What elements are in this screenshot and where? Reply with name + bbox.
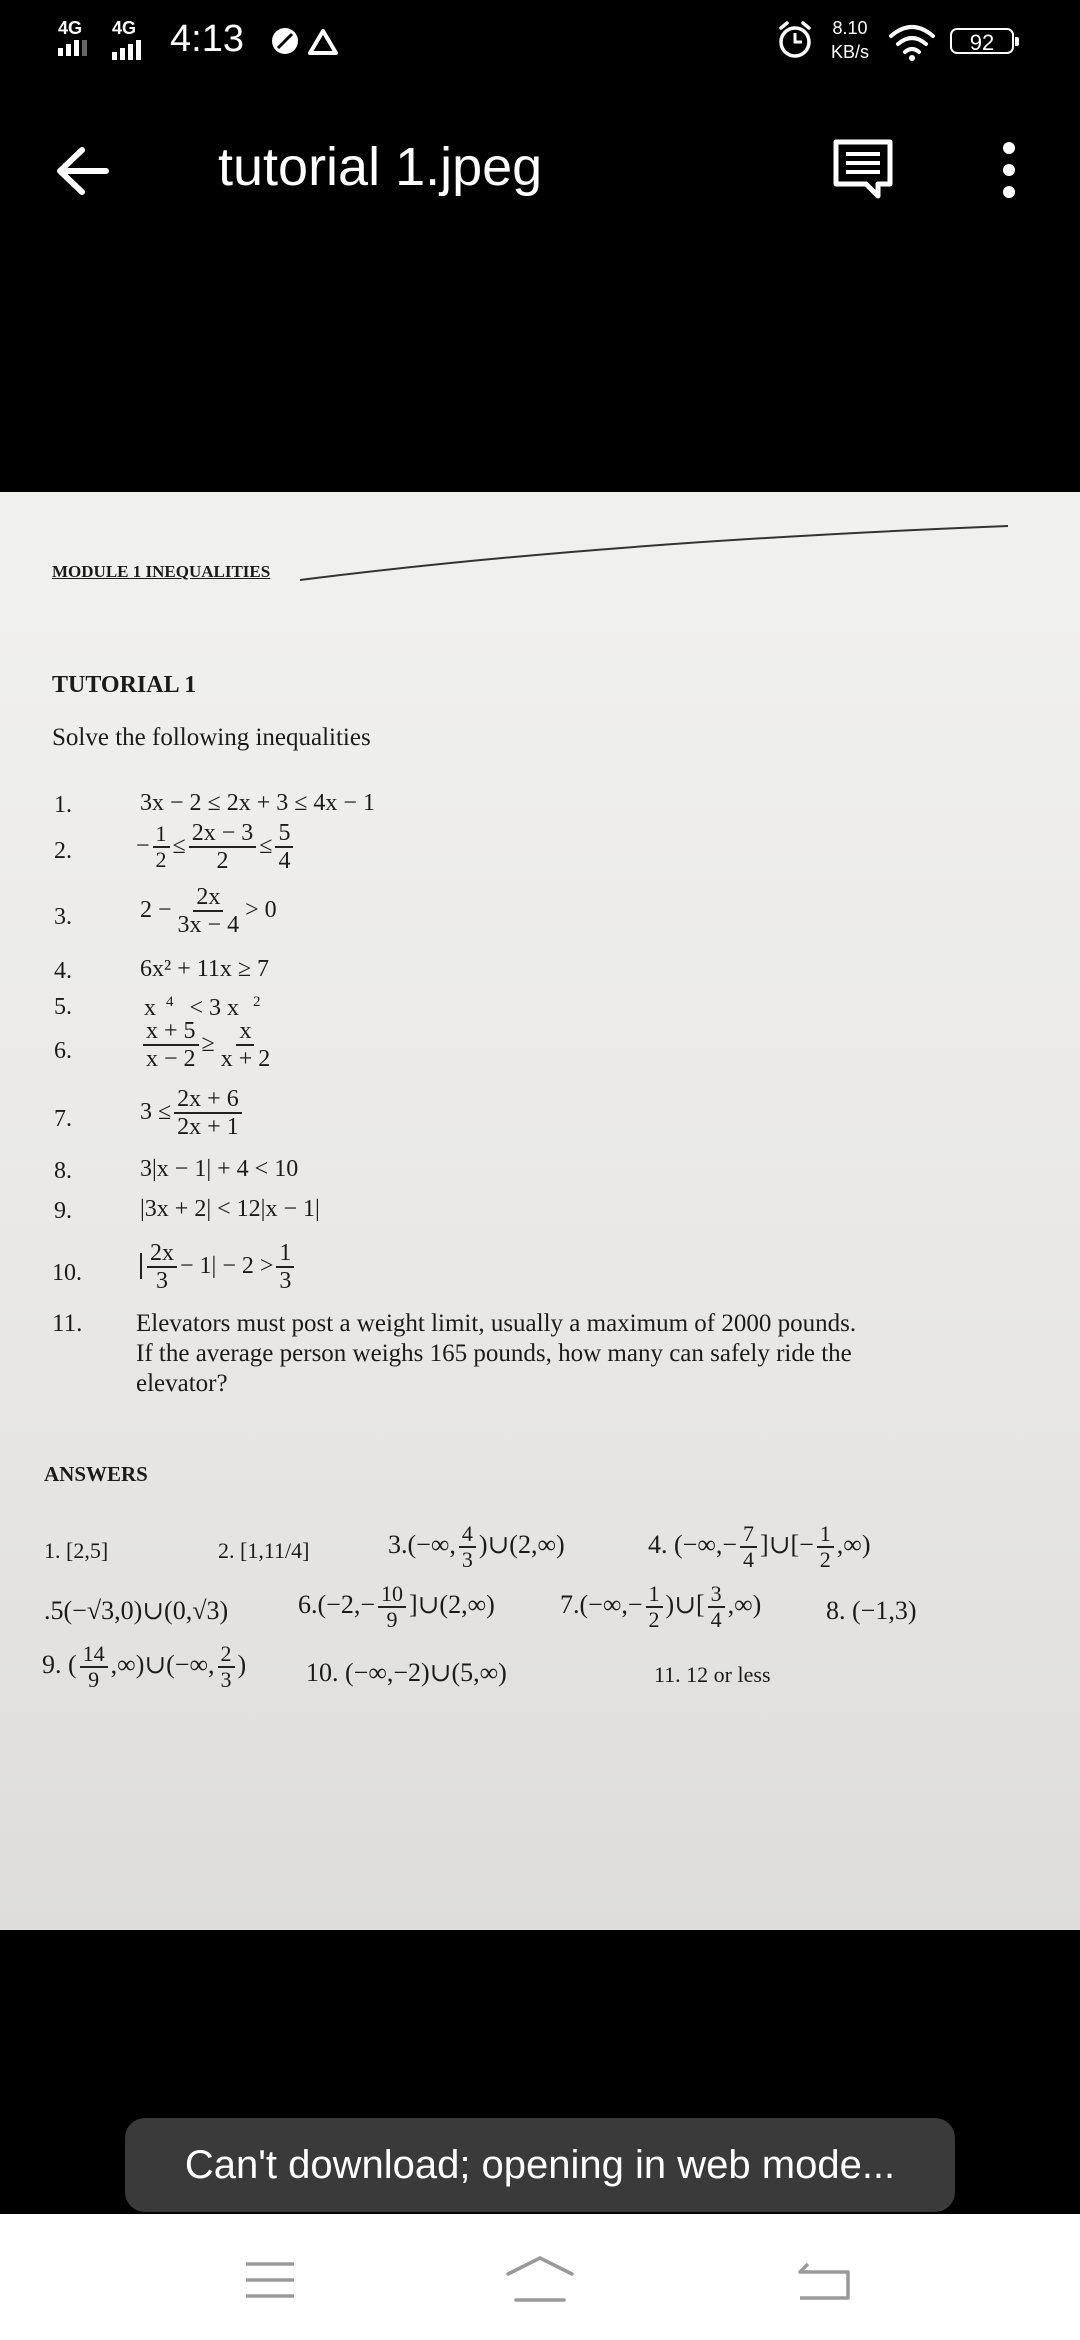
expression: ,∞)∪(−∞, <box>110 1650 215 1680</box>
operator: ≤ <box>172 832 186 859</box>
expression: ,∞) <box>727 1590 762 1620</box>
problem-9: |3x + 2| < 12|x − 1| <box>140 1196 320 1222</box>
numerator: 1 <box>153 822 170 848</box>
denominator: 3 <box>461 1547 473 1573</box>
expression: ) <box>237 1650 247 1680</box>
answer-9 <box>42 1642 246 1692</box>
answer-5: .5(−√3,0)∪(0,√3) <box>44 1596 229 1625</box>
network-type-2: 4G <box>112 18 137 38</box>
expression: x <box>144 995 156 1021</box>
denominator: 4 <box>710 1607 722 1633</box>
exponent: 2 <box>253 994 261 1010</box>
denominator: 9 <box>386 1607 398 1633</box>
back-arrow-icon[interactable] <box>54 146 110 196</box>
denominator: 3x − 4 <box>177 912 240 939</box>
expression: 3.(−∞, <box>388 1530 456 1560</box>
numerator: 10 <box>378 1582 406 1608</box>
denominator: 2 <box>819 1547 831 1573</box>
expression: )∪[ <box>665 1590 705 1620</box>
speed-value: 8.10 <box>832 18 868 38</box>
problem-7 <box>140 1086 245 1141</box>
battery-indicator: 92 <box>950 28 1014 54</box>
more-vertical-icon[interactable] <box>996 140 1022 200</box>
answer-3 <box>388 1522 565 1572</box>
numerator: 1 <box>276 1240 294 1268</box>
expression: )∪(2,∞) <box>478 1530 565 1560</box>
problem-2 <box>136 820 296 875</box>
problem-number: 4. <box>54 958 72 984</box>
expression: ]∪(2,∞) <box>408 1590 495 1620</box>
problem-10 <box>140 1240 297 1295</box>
file-title: tutorial 1.jpeg <box>218 137 543 197</box>
denominator: 4 <box>278 848 291 875</box>
problem-11-line-3: elevator? <box>136 1370 228 1397</box>
problem-3 <box>140 884 277 939</box>
denominator: 3 <box>279 1268 292 1295</box>
answer-2: 2. [1,11/4] <box>218 1538 310 1563</box>
problem-11-line-1: Elevators must post a weight limit, usually a maximum of 2000 pounds. <box>136 1310 857 1337</box>
expression: > 0 <box>245 896 277 923</box>
expression: 3 ≤ <box>140 1098 172 1125</box>
toast-message: Can't download; opening in web mode... <box>125 2118 955 2212</box>
home-icon[interactable] <box>504 2254 576 2306</box>
answer-4 <box>648 1522 871 1572</box>
numerator: x + 5 <box>143 1018 199 1046</box>
problem-number: 9. <box>54 1198 72 1224</box>
problem-number: 10. <box>52 1260 82 1286</box>
problem-11-line-2: If the average person weighs 165 pounds, how many can safely ride the <box>136 1340 852 1367</box>
network-speed <box>820 16 880 64</box>
problem-number: 1. <box>54 792 72 818</box>
comment-icon[interactable] <box>832 138 894 200</box>
denominator: 3 <box>156 1268 168 1295</box>
problem-1: 3x − 2 ≤ 2x + 3 ≤ 4x − 1 <box>140 790 375 816</box>
numerator: 4 <box>459 1522 476 1548</box>
numerator: 7 <box>740 1522 757 1548</box>
network-type-1: 4G <box>58 18 83 38</box>
problem-number: 7. <box>54 1106 72 1132</box>
document-photo[interactable] <box>0 492 1080 1930</box>
expression: 6.(−2,− <box>298 1590 375 1620</box>
clock: 4:13 <box>170 18 244 60</box>
expression: ]∪[− <box>760 1530 814 1560</box>
numerator: x <box>236 1018 254 1046</box>
exponent: 4 <box>166 994 174 1010</box>
app-notification-icon <box>270 26 300 56</box>
module-header: MODULE 1 INEQUALITIES <box>52 562 271 581</box>
answer-10: 10. (−∞,−2)∪(5,∞) <box>306 1658 507 1687</box>
numerator: 1 <box>646 1582 663 1608</box>
wifi-icon <box>888 24 936 62</box>
instruction-text: Solve the following inequalities <box>52 724 371 751</box>
abs-bar <box>140 1240 180 1295</box>
denominator: x − 2 <box>146 1046 196 1073</box>
problem-4: 6x² + 11x ≥ 7 <box>140 956 270 982</box>
problem-number: 5. <box>54 994 72 1020</box>
numerator: 2x <box>147 1240 177 1268</box>
denominator: 2x + 1 <box>177 1114 239 1141</box>
signal-2-icon <box>112 40 141 60</box>
problem-number: 8. <box>54 1158 72 1184</box>
problem-number: 2. <box>54 838 72 864</box>
alarm-icon <box>776 20 814 60</box>
problem-number: 6. <box>54 1038 72 1064</box>
back-icon[interactable] <box>796 2258 852 2302</box>
answer-6 <box>298 1582 495 1632</box>
numerator: 2 <box>218 1642 235 1668</box>
answer-7 <box>560 1582 761 1632</box>
denominator: 9 <box>88 1667 100 1693</box>
status-bar <box>0 0 1080 80</box>
navigation-bar <box>0 2214 1080 2340</box>
expression: 9. ( <box>42 1650 77 1680</box>
operator: ≤ <box>259 832 273 859</box>
problem-number: 11. <box>52 1310 83 1337</box>
numerator: 2x <box>193 884 223 912</box>
expression: < 3 x <box>189 995 240 1021</box>
expression: 4. (−∞,− <box>648 1530 738 1560</box>
expression: ,∞) <box>836 1530 871 1560</box>
answers-title: ANSWERS <box>44 1462 148 1486</box>
page-divider-line <box>0 492 1080 612</box>
numerator: 1 <box>817 1522 834 1548</box>
minus-sign: − <box>136 832 150 859</box>
problem-number: 3. <box>54 904 72 930</box>
numerator: 2x − 3 <box>189 820 257 848</box>
denominator: 4 <box>743 1547 755 1573</box>
denominator: x + 2 <box>220 1046 271 1073</box>
denominator: 2 <box>155 847 167 873</box>
denominator: 2 <box>648 1607 660 1633</box>
operator: ≥ <box>201 1030 215 1057</box>
answer-1: 1. [2,5] <box>44 1538 109 1563</box>
denominator: 2 <box>216 848 229 875</box>
answer-11: 11. 12 or less <box>654 1662 771 1687</box>
numerator: 3 <box>708 1582 725 1608</box>
expression: 7.(−∞,− <box>560 1590 643 1620</box>
numerator: 2x + 6 <box>174 1086 242 1114</box>
expression: 2 − <box>140 896 172 923</box>
numerator: 5 <box>275 820 293 848</box>
menu-icon[interactable] <box>244 2260 296 2300</box>
expression: − 1| − 2 > <box>180 1252 274 1279</box>
tutorial-title: TUTORIAL 1 <box>52 672 197 698</box>
numerator: 14 <box>80 1642 108 1668</box>
speed-unit: KB/s <box>830 42 869 62</box>
problem-6 <box>140 1018 276 1073</box>
drive-icon <box>308 28 338 56</box>
signal-1-icon <box>58 40 87 56</box>
denominator: 3 <box>220 1667 232 1693</box>
problem-8: 3|x − 1| + 4 < 10 <box>140 1156 299 1182</box>
app-bar <box>0 110 1080 230</box>
answer-8: 8. (−1,3) <box>826 1596 917 1625</box>
